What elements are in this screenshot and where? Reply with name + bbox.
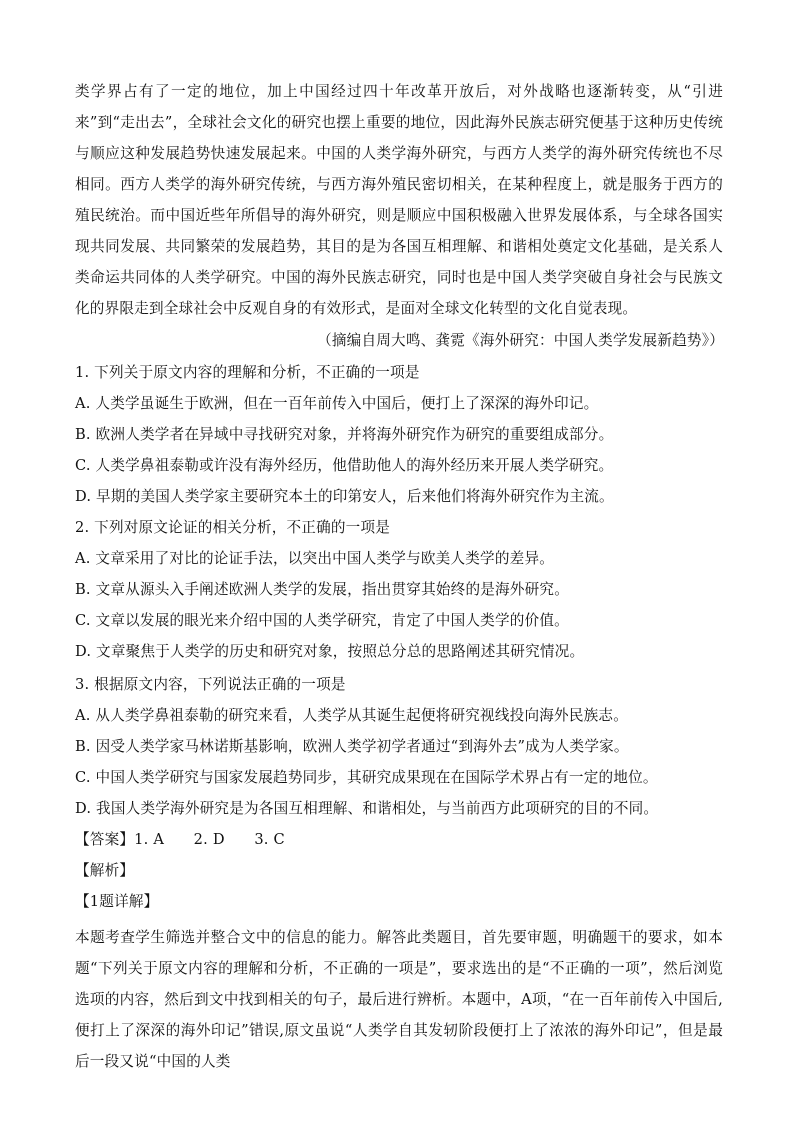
source-citation: （摘编自周大鸣、龚霓《海外研究：中国人类学发展新趋势》） <box>317 332 724 349</box>
question-2-option-c: C. 文章以发展的眼光来介绍中国的人类学研究，肯定了中国人类学的价值。 <box>75 612 569 629</box>
detail-heading: 【1题详解】 <box>75 893 159 910</box>
question-2-option-b: B. 文章从源头入手阐述欧洲人类学的发展，指出贯穿其始终的是海外研究。 <box>75 581 570 598</box>
question-1-stem: 1. 下列关于原文内容的理解和分析，不正确的一项是 <box>75 364 420 381</box>
analysis-paragraph: 本题考查学生筛选并整合文中的信息的能力。解答此类题目，首先要审题，明确题干的要求，如本题“下列关于原文内容的理解和分析，不正确的一项是”，要求选出的是“不正确的一项”，然后浏览选项的内容，然后到文中找到相关的句子，最后进行辨析。本题中，A项，“在一百年前传入中国后,便打上了深深的海外印记”错误,原文虽说“人类学自其发轫阶段便打上了浓浓的海外印记”，但是最后一段又说“中国的人类 <box>75 929 723 1070</box>
question-2-stem: 2. 下列对原文论证的相关分析，不正确的一项是 <box>75 519 391 536</box>
question-1-option-d: D. 早期的美国人类学家主要研究本土的印第安人，后来他们将海外研究作为主流。 <box>75 488 614 505</box>
question-3-option-b: B. 因受人类学家马林诺斯基影响，欧洲人类学初学者通过“到海外去”成为人类学家。 <box>75 738 629 755</box>
question-3-stem: 3. 根据原文内容，下列说法正确的一项是 <box>75 676 346 693</box>
question-1-option-c: C. 人类学鼻祖泰勒或许没有海外经历，他借助他人的海外经历来开展人类学研究。 <box>75 457 614 474</box>
question-2-option-d: D. 文章聚焦于人类学的历史和研究对象，按照总分总的思路阐述其研究情况。 <box>75 643 585 660</box>
intro-paragraph: 类学界占有了一定的地位，加上中国经过四十年改革开放后，对外战略也逐渐转变，从“引进来”到“走出去”，全球社会文化的研究也摆上重要的地位，因此海外民族志研究便基于这种历史传统与顺应这种发展趋势快速发展起来。中国的人类学海外研究，与西方人类学的海外研究传统也不尽相同。西方人类学的海外研究传统，与西方海外殖民密切相关，在某种程度上，就是服务于西方的殖民统治。而中国近些年所倡导的海外研究，则是顺应中国积极融入世界发展体系，与全球各国实现共同发展、共同繁荣的发展趋势，其目的是为各国互相理解、和谐相处奠定文化基础，是关系人类命运共同体的人类学研究。中国的海外民族志研究，同时也是中国人类学突破自身社会与民族文化的界限走到全球社会中反观自身的有效形式，是面对全球文化转型的文化自觉表现。 <box>75 83 723 317</box>
question-2-option-a: A. 文章采用了对比的论证手法，以突出中国人类学与欧美人类学的差异。 <box>75 550 555 567</box>
question-3-option-c: C. 中国人类学研究与国家发展趋势同步，其研究成果现在在国际学术界占有一定的地位。 <box>75 769 658 786</box>
question-3-option-a: A. 从人类学鼻祖泰勒的研究来看，人类学从其诞生起便将研究视线投向海外民族志。 <box>75 707 628 724</box>
question-3-option-d: D. 我国人类学海外研究是为各国互相理解、和谐相处，与当前西方此项研究的目的不同。 <box>75 800 659 817</box>
analysis-heading: 【解析】 <box>75 862 135 879</box>
question-1-option-a: A. 人类学虽诞生于欧洲，但在一百年前传入中国后，便打上了深深的海外印记。 <box>75 395 599 412</box>
question-1-option-b: B. 欧洲人类学者在异域中寻找研究对象，并将海外研究作为研究的重要组成部分。 <box>75 426 614 443</box>
answer-line: 【答案】1. A 2. D 3. C <box>75 831 285 848</box>
